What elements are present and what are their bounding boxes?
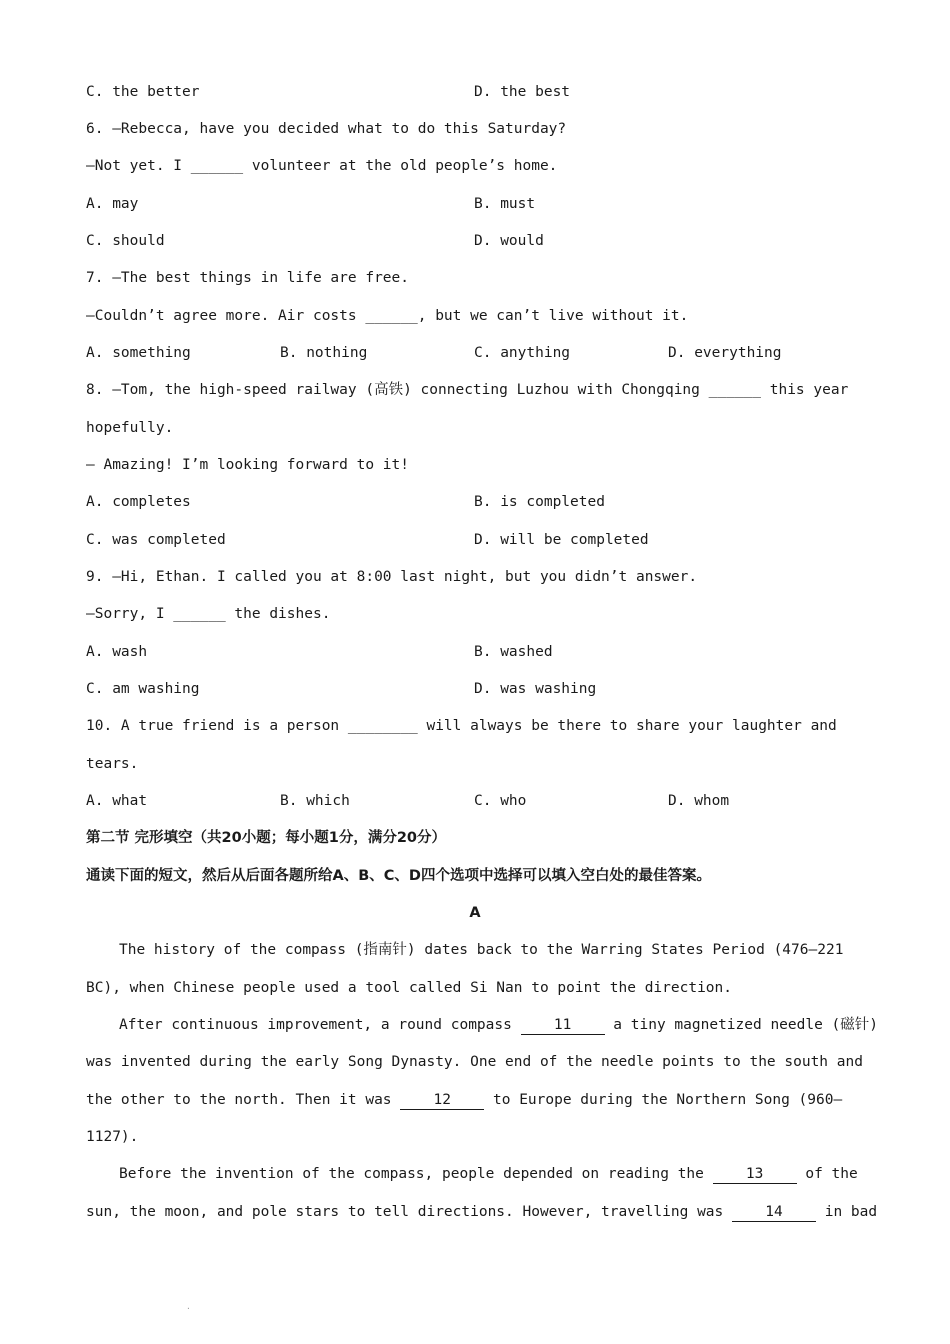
q7-question: 7. —The best things in life are free.	[86, 270, 410, 286]
passage-p2-line2: was invented during the early Song Dynasty. One end of the needle points to the south and	[86, 1054, 863, 1070]
passage-text: Before the invention of the compass, people depended on reading the	[119, 1166, 713, 1182]
q9-option-b: B. washed	[474, 644, 553, 660]
blank-12: 12	[400, 1091, 484, 1110]
q6-answer-line: —Not yet. I ______ volunteer at the old people’s home.	[86, 158, 558, 174]
q10-option-a: A. what	[86, 793, 148, 809]
q9-option-d: D. was washing	[474, 681, 597, 697]
blank-14: 14	[732, 1203, 816, 1222]
blank-13: 13	[713, 1165, 797, 1184]
passage-text: sun, the moon, and pole stars to tell directions. However, travelling was	[86, 1204, 733, 1220]
q5-option-c: C. the better	[86, 84, 200, 100]
q10-option-b: B. which	[280, 793, 350, 809]
q6-option-c: C. should	[86, 233, 165, 249]
q7-option-b: B. nothing	[280, 345, 368, 361]
q9-option-c: C. am washing	[86, 681, 200, 697]
passage-text: a tiny magnetized needle (磁针)	[604, 1017, 879, 1033]
q10-question: 10. A true friend is a person ________ will always be there to share your laughter and	[86, 718, 837, 734]
passage-text: in bad	[816, 1204, 878, 1220]
q8-answer-line: — Amazing! I’m looking forward to it!	[86, 457, 410, 473]
passage-text: to Europe during the Northern Song (960—	[484, 1092, 843, 1108]
q8-option-d: D. will be completed	[474, 532, 649, 548]
q7-option-d: D. everything	[668, 345, 782, 361]
q6-option-a: A. may	[86, 196, 139, 212]
q8-option-b: B. is completed	[474, 494, 605, 510]
q9-answer-line: —Sorry, I ______ the dishes.	[86, 606, 331, 622]
q10-option-c: C. who	[474, 793, 527, 809]
q9-question: 9. —Hi, Ethan. I called you at 8:00 last night, but you didn’t answer.	[86, 569, 698, 585]
page-speck: ·	[186, 1304, 191, 1313]
q8-option-c: C. was completed	[86, 532, 226, 548]
passage-p2-line3	[86, 1090, 842, 1110]
passage-p3-line1	[119, 1164, 858, 1184]
passage-text: After continuous improvement, a round compass	[119, 1017, 521, 1033]
section-heading: 第二节 完形填空（共20小题；每小题1分，满分20分）	[86, 830, 446, 846]
q7-option-a: A. something	[86, 345, 191, 361]
section-instruction: 通读下面的短文，然后从后面各题所给A、B、C、D四个选项中选择可以填入空白处的最佳答案。	[86, 868, 711, 884]
q8-question-cont: hopefully.	[86, 420, 174, 436]
q6-question: 6. —Rebecca, have you decided what to do this Saturday?	[86, 121, 567, 137]
q10-question-cont: tears.	[86, 756, 139, 772]
q6-option-b: B. must	[474, 196, 536, 212]
q5-option-d: D. the best	[474, 84, 571, 100]
q6-option-d: D. would	[474, 233, 544, 249]
blank-11: 11	[521, 1016, 605, 1035]
passage-p2-line1	[119, 1015, 878, 1035]
q10-option-d: D. whom	[668, 793, 730, 809]
passage-p3-line2	[86, 1202, 877, 1222]
passage-text: of the	[796, 1166, 858, 1182]
passage-text: the other to the north. Then it was	[86, 1092, 401, 1108]
passage-p1-line2: BC), when Chinese people used a tool called Si Nan to point the direction.	[86, 980, 733, 996]
q8-option-a: A. completes	[86, 494, 191, 510]
passage-label: A	[469, 905, 481, 921]
q7-option-c: C. anything	[474, 345, 571, 361]
passage-p2-line4: 1127).	[86, 1129, 139, 1145]
q7-answer-line: —Couldn’t agree more. Air costs ______, but we can’t live without it.	[86, 308, 689, 324]
passage-p1-line1: The history of the compass (指南针) dates back to the Warring States Period (476—221	[119, 942, 844, 958]
q8-question: 8. —Tom, the high-speed railway (高铁) connecting Luzhou with Chongqing ______ this year	[86, 382, 849, 398]
q9-option-a: A. wash	[86, 644, 148, 660]
